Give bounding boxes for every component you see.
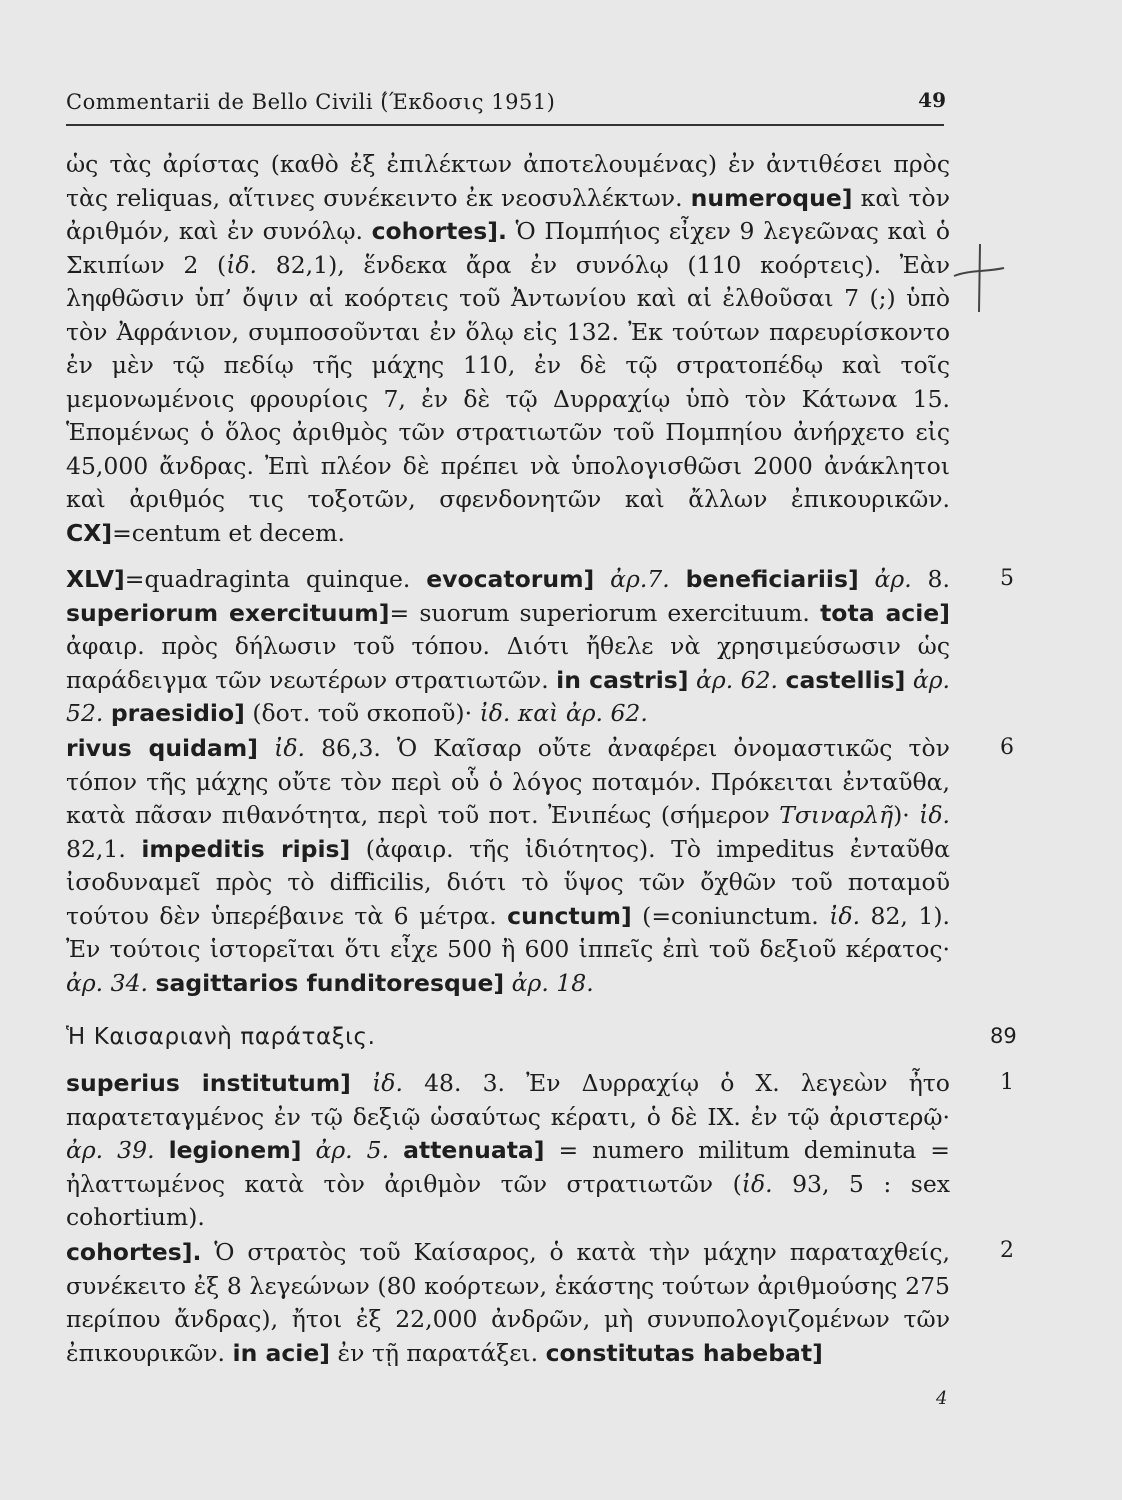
lemma-impeditis-ripis: impeditis ripis] xyxy=(141,834,351,863)
lemma-in-acie: in acie] xyxy=(232,1338,331,1367)
page-number: 49 xyxy=(918,88,946,112)
lemma-superiorum-exercituum: superiorum exercituum] xyxy=(66,598,390,627)
commentary-paragraph-4: superius institutum] ἰδ. 48. 3. Ἐν Δυρραχίῳ ὁ Χ. λεγεὼν ἦτο παρατεταγμένος ἐν τῷ δεξιῷ ὡσαύτως κέρατι, ὁ δὲ IX. ἐν τῷ ἀριστερῷ· ἀρ. 39. legionem] ἀρ. 5. attenuata] = numero militum deminuta = ἠλαττωμένος κατὰ τὸν ἀριθμὸν τῶν στρατιωτῶν (ἰδ. 93, 5 : sex cohortium). xyxy=(66,1069,950,1231)
running-title: Commentarii de Bello Civili (́Έκδοσις 1951) xyxy=(66,90,556,114)
lemma-praesidio: praesidio] xyxy=(110,699,245,727)
lemma-legionem: legionem] xyxy=(168,1136,302,1164)
lemma-tota-acie: tota acie] xyxy=(820,598,950,627)
margin-chapter-number: 1 xyxy=(1000,1070,1014,1095)
lemma-xlv: XLV] xyxy=(66,565,125,593)
lemma-constitutas-habebat: constitutas habebat] xyxy=(545,1338,823,1367)
section-number: 89 xyxy=(990,1024,1017,1048)
lemma-cohortes-2: cohortes]. xyxy=(66,1238,202,1266)
commentary-paragraph-3: rivus quidam] ἰδ. 86,3. Ὁ Καῖσαρ οὔτε ἀναφέρει ὀνομαστικῶς τὸν τόπον τῆς μάχης οὔτε τὸν περὶ οὗ ὁ λόγος ποταμόν. Πρόκειται ἐνταῦθα, κατὰ πᾶσαν πιθανότητα, περὶ τοῦ ποτ. Ἐνιπέως (σήμερον Τσιναρλῆ)· ἰδ. 82,1. impeditis ripis] (ἀφαιρ. τῆς ἰδιότητος). Τὸ impeditus ἐνταῦθα ἰσοδυναμεῖ πρὸς τὸ difficilis, διότι τὸ ὕψος τῶν ὄχθῶν τοῦ ποταμοῦ τούτου δὲν ὑπερέβαινε τὰ 6 μέτρα. cunctum] (=coniunctum. ἰδ. 82, 1). Ἐν τούτοις ἱστορεῖται ὅτι εἶχε 500 ἢ 600 ἱππεῖς ἐπὶ τοῦ δεξιοῦ κέρατος· ἀρ. 34. sagittarios funditoresque] ἀρ. 18. xyxy=(66,734,950,997)
lemma-cunctum: cunctum] xyxy=(507,901,632,930)
lemma-sagittarios-funditoresque: sagittarios funditoresque] xyxy=(155,968,505,997)
running-header xyxy=(66,88,944,126)
commentary-paragraph-5: cohortes]. Ὁ στρατὸς τοῦ Καίσαρος, ὁ κατὰ τὴν μάχην παραταχθείς, συνέκειτο ἐξ 8 λεγεώνων (80 κοόρτεων, ἑκάστης τούτων ἀριθμούσης 275 περίπου ἄνδρας), ἤτοι ἐξ 22,000 ἀνδρῶν, μὴ συνυπολογιζομένων τῶν ἐπικουρικῶν. in acie] ἐν τῇ παρατάξει. constitutas habebat] xyxy=(66,1238,950,1367)
commentary-paragraph-1: ὡς τὰς ἀρίστας (καθὸ ἐξ ἐπιλέκτων ἀποτελουμένας) ἐν ἀντιθέσει πρὸς τὰς reliquas, αἵτινες συνέκειντο ἐκ νεοσυλλέκτων. numeroque] καὶ τὸν ἀριθμόν, καὶ ἐν συνόλῳ. cohortes]. Ὁ Πομπήιος εἶχεν 9 λεγεῶνας καὶ ὁ Σκιπίων 2 (ἰδ. 82,1), ἕνδεκα ἄρα ἐν συνόλῳ (110 κοόρτεις). Ἐὰν ληφθῶσιν ὑπ’ ὄψιν αἱ κοόρτεις τοῦ Ἀντωνίου καὶ αἱ ἐλθοῦσαι 7 (;) ὑπὸ τὸν Ἀφράνιον, συμποσοῦνται ἐν ὅλῳ εἰς 132. Ἐκ τούτων παρευρίσκοντο ἐν μὲν τῷ πεδίῳ τῆς μάχης 110, ἐν δὲ τῷ στρατοπέδῳ καὶ τοῖς μεμονωμένοις φρουρίοις 7, ἐν δὲ τῷ Δυρραχίῳ ὑπὸ τὸν Κάτωνα 15. Ἑπομένως ὁ ὅλος ἀριθμὸς τῶν στρατιωτῶν τοῦ Πομπηίου ἀνήρχετο εἰς 45,000 ἄνδρας. Ἐπὶ πλέον δὲ πρέπει νὰ ὑπολογισθῶσι 2000 ἀνάκλητοι καὶ ἀριθμός τις τοξοτῶν, σφενδονητῶν καὶ ἄλλων ἐπικουρικῶν. CX]=centum et decem. xyxy=(66,150,950,547)
lemma-in-castris: in castris] xyxy=(556,665,689,694)
margin-chapter-number: 5 xyxy=(1000,566,1014,591)
lemma-cohortes: cohortes]. xyxy=(371,217,507,245)
lemma-castellis: castellis] xyxy=(785,665,906,694)
lemma-cx: CX] xyxy=(66,518,113,547)
lemma-evocatorum: evocatorum] xyxy=(426,565,595,593)
lemma-numeroque: numeroque] xyxy=(690,183,853,212)
section-heading: Ἡ Καισαριανὴ παράταξις. xyxy=(66,1024,376,1050)
commentary-paragraph-2: XLV]=quadraginta quinque. evocatorum] ἀρ.7. beneficiariis] ἀρ. 8. superiorum exercituum]= suorum superiorum exercituum. tota acie] ἀφαιρ. πρὸς δήλωσιν τοῦ τόπου. Διότι ἤθελε νὰ χρησιμεύσωσιν ὡς παράδειγμα τῶν νεωτέρων στρατιωτῶν. in castris] ἀρ. 62. castellis] ἀρ. 52. praesidio] (δοτ. τοῦ σκοποῦ)· ἰδ. καὶ ἀρ. 62. xyxy=(66,565,950,727)
margin-chapter-number: 6 xyxy=(1000,735,1014,760)
lemma-superius-institutum: superius institutum] xyxy=(66,1069,351,1097)
lemma-attenuata: attenuata] xyxy=(403,1136,545,1164)
lemma-rivus-quidam: rivus quidam] xyxy=(66,734,259,762)
pen-cross-mark-icon xyxy=(950,242,1006,314)
margin-chapter-number: 2 xyxy=(1000,1238,1014,1263)
signature-mark: 4 xyxy=(936,1388,948,1409)
lemma-beneficiariis: beneficiariis] xyxy=(685,565,859,593)
